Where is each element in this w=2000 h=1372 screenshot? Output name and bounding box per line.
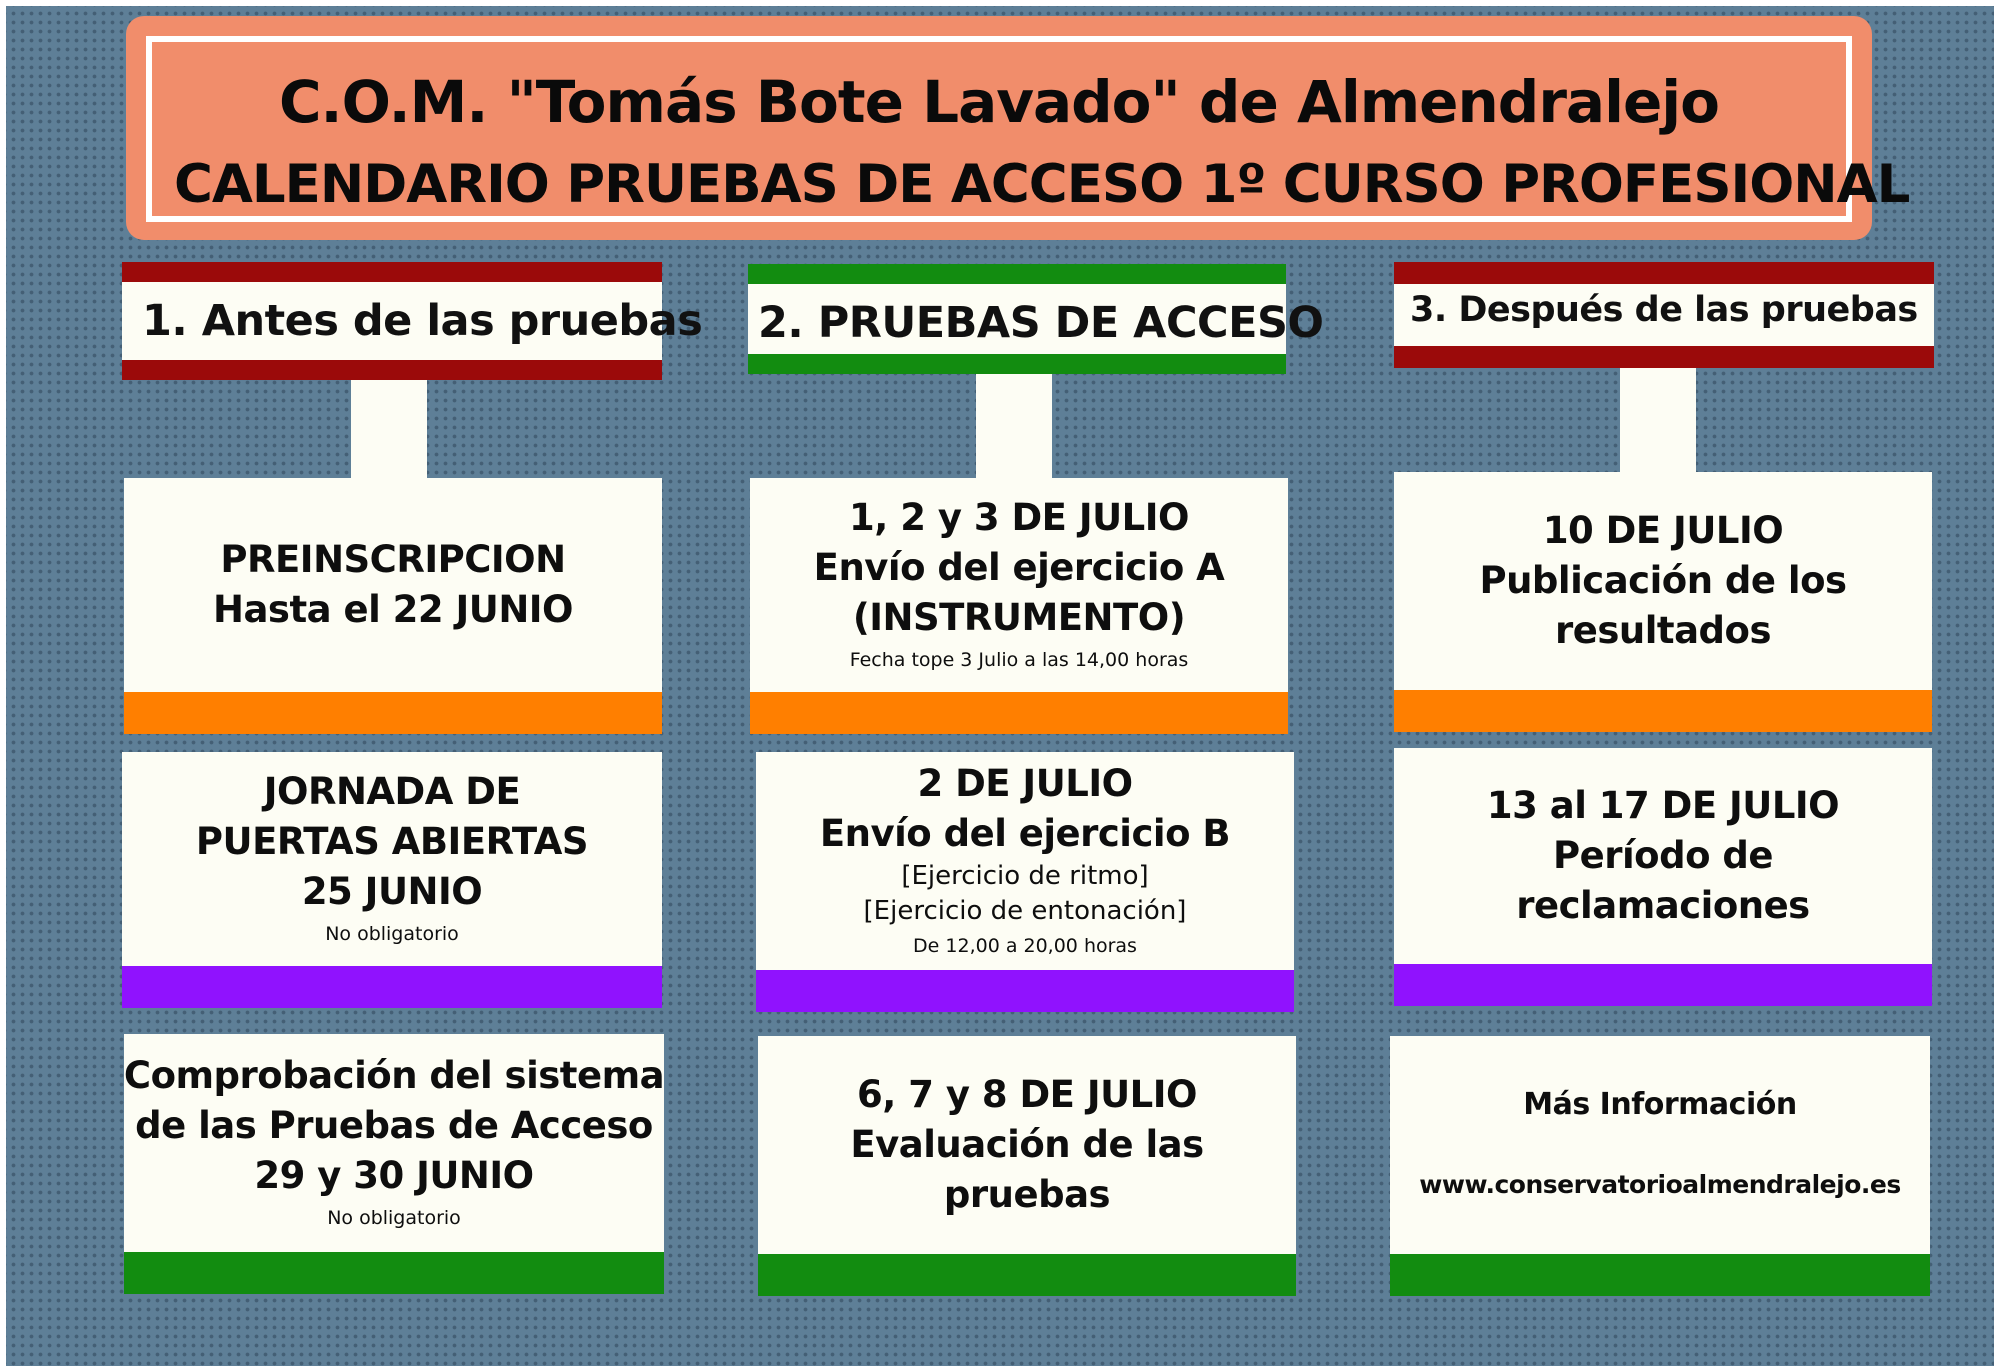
system-check-card <box>124 1034 664 1294</box>
claims-card <box>1394 748 1932 1006</box>
results-card <box>1394 472 1932 732</box>
exercise-b-card <box>756 752 1294 1012</box>
column-2-connector <box>976 374 1052 478</box>
title-banner <box>126 16 1910 240</box>
card-line: JORNADA DE <box>263 770 521 813</box>
purple-bar <box>122 966 662 1008</box>
column-2-title: 2. PRUEBAS DE ACCESO <box>758 298 1324 348</box>
card-line: 10 DE JULIO <box>1542 509 1784 552</box>
orange-bar <box>1394 690 1932 732</box>
green-bar <box>758 1254 1296 1296</box>
card-line: pruebas <box>943 1173 1111 1216</box>
card-line: 2 DE JULIO <box>917 762 1133 805</box>
card-note: Fecha tope 3 Julio a las 14,00 horas <box>849 649 1189 671</box>
school-name: C.O.M. "Tomás Bote Lavado" de Almendralejo <box>278 68 1720 136</box>
preinscription-card <box>124 478 662 734</box>
card-line: Período de <box>1553 834 1773 877</box>
green-bar <box>124 1252 664 1294</box>
column-1-title: 1. Antes de las pruebas <box>142 296 703 346</box>
card-line: Evaluación de las <box>850 1123 1204 1166</box>
card-line: 25 JUNIO <box>301 870 483 913</box>
evaluation-card <box>758 1036 1296 1296</box>
purple-bar <box>756 970 1294 1012</box>
card-subline: [Ejercicio de ritmo] <box>901 861 1149 891</box>
card-note: No obligatorio <box>325 923 459 945</box>
orange-bar <box>750 692 1288 734</box>
column-1-connector <box>351 380 427 478</box>
card-line: (INSTRUMENTO) <box>852 596 1186 639</box>
website-link[interactable]: www.conservatorioalmendralejo.es <box>1419 1170 1901 1199</box>
card-line: Envío del ejercicio A <box>813 546 1225 589</box>
card-note: De 12,00 a 20,00 horas <box>913 935 1137 957</box>
card-line: Comprobación del sistema <box>123 1054 665 1097</box>
orange-bar <box>124 692 662 734</box>
more-info-card <box>1390 1036 1930 1296</box>
card-line: 13 al 17 DE JULIO <box>1486 784 1840 827</box>
card-note: No obligatorio <box>327 1207 461 1229</box>
more-info-heading: Más Información <box>1523 1087 1797 1122</box>
card-line: PUERTAS ABIERTAS <box>195 820 589 863</box>
green-bar <box>1390 1254 1930 1296</box>
column-1-header <box>122 262 703 380</box>
card-line: Publicación de los <box>1479 559 1847 602</box>
calendar-title: CALENDARIO PRUEBAS DE ACCESO 1º CURSO PROFESIONAL <box>174 154 1910 215</box>
column-2-header <box>748 264 1324 374</box>
exercise-a-card <box>750 478 1288 734</box>
column-3-connector <box>1620 368 1696 472</box>
card-subline: [Ejercicio de entonación] <box>863 896 1187 926</box>
column-3-title: 3. Después de las pruebas <box>1410 290 1918 330</box>
card-line: reclamaciones <box>1516 884 1810 927</box>
card-line: 1, 2 y 3 DE JULIO <box>849 496 1189 539</box>
card-line: de las Pruebas de Acceso <box>135 1104 653 1147</box>
column-3-header <box>1394 262 1934 368</box>
card-line: Hasta el 22 JUNIO <box>212 588 574 631</box>
card-line: Envío del ejercicio B <box>819 812 1231 855</box>
purple-bar <box>1394 964 1932 1006</box>
card-line: 29 y 30 JUNIO <box>254 1154 534 1197</box>
open-day-card <box>122 752 662 1008</box>
card-line: PREINSCRIPCION <box>220 538 566 581</box>
card-line: resultados <box>1555 609 1771 652</box>
title-frame <box>146 36 1910 222</box>
card-line: 6, 7 y 8 DE JULIO <box>857 1073 1197 1116</box>
